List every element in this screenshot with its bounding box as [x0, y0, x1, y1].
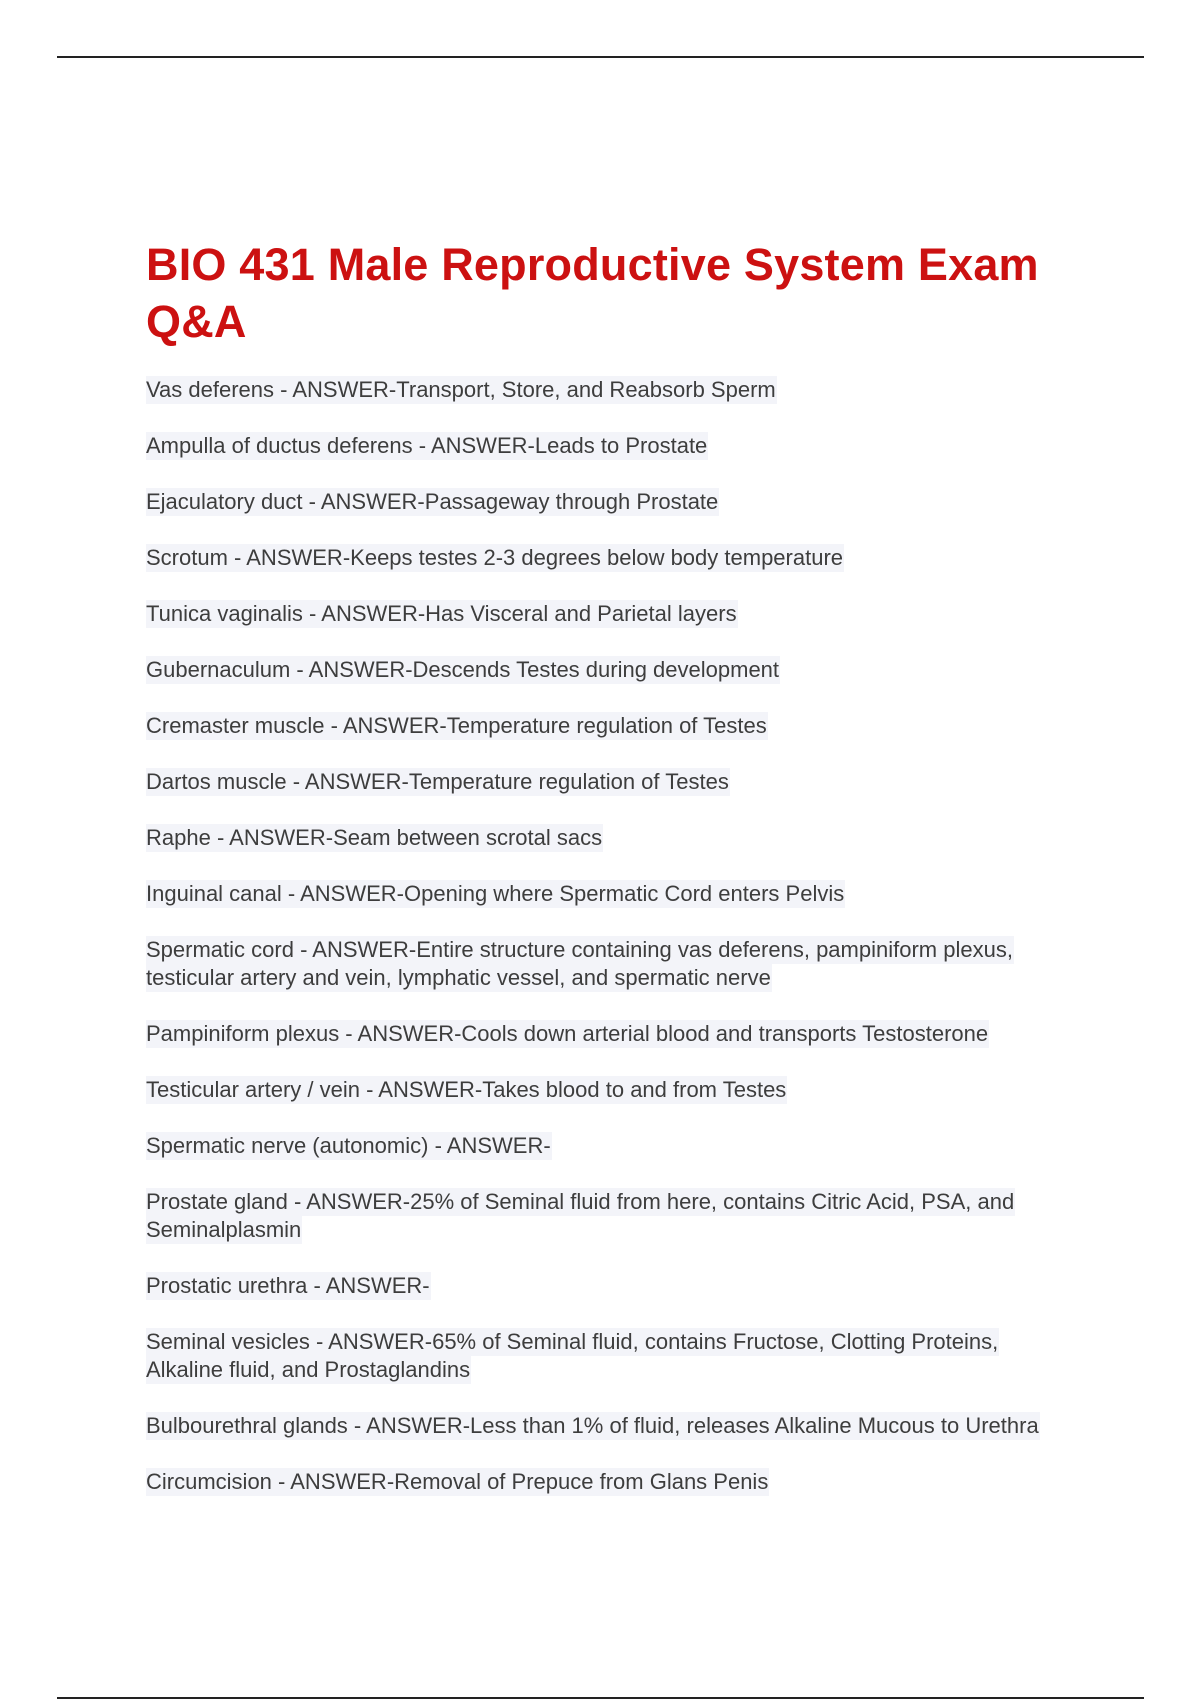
qa-item: [146, 1272, 1066, 1300]
qa-item: [146, 600, 1066, 628]
qa-term: Seminal vesicles: [146, 1329, 310, 1354]
qa-separator: - ANSWER-: [287, 1189, 411, 1214]
qa-term: Prostate gland: [146, 1189, 288, 1214]
qa-term: Spermatic nerve (autonomic): [146, 1133, 429, 1158]
qa-term: Bulbourethral glands: [146, 1413, 348, 1438]
qa-term: Gubernaculum: [146, 657, 291, 682]
qa-separator: - ANSWER-: [286, 769, 409, 794]
qa-answer: Cools down arterial blood and transports Testosterone: [461, 1021, 989, 1046]
qa-item: [146, 1188, 1066, 1244]
qa-term: Inguinal canal: [146, 881, 282, 906]
qa-separator: - ANSWER-: [339, 1021, 462, 1046]
qa-term: Raphe: [146, 825, 211, 850]
qa-term: Tunica vaginalis: [146, 601, 303, 626]
qa-answer: 25% of Seminal fluid from here, contains Citric Acid, PSA, and Seminalplasmin: [146, 1189, 1015, 1242]
qa-term: Cremaster muscle: [146, 713, 325, 738]
qa-item: [146, 768, 1066, 796]
qa-answer: 65% of Seminal fluid, contains Fructose, Clotting Proteins, Alkaline fluid, and Prostaglandins: [146, 1329, 999, 1382]
qa-item: [146, 376, 1066, 404]
qa-separator: - ANSWER-: [309, 1329, 433, 1354]
qa-separator: - ANSWER-: [293, 937, 417, 962]
qa-separator: - ANSWER-: [428, 1133, 551, 1158]
bottom-rule: [57, 1697, 1144, 1699]
qa-separator: - ANSWER-: [324, 713, 447, 738]
qa-answer: Opening where Spermatic Cord enters Pelvis: [404, 881, 845, 906]
qa-item: [146, 1468, 1066, 1496]
qa-separator: - ANSWER-: [347, 1413, 471, 1438]
qa-term: Scrotum: [146, 545, 228, 570]
document-title: BIO 431 Male Reproductive System Exam Q&A: [146, 239, 1039, 347]
qa-separator: - ANSWER-: [210, 825, 334, 850]
qa-term: Circumcision: [146, 1469, 272, 1494]
qa-item: [146, 1020, 1066, 1048]
qa-answer: Transport, Store, and Reabsorb Sperm: [396, 377, 776, 402]
qa-term: Ampulla of ductus deferens: [146, 433, 413, 458]
qa-separator: - ANSWER-: [281, 881, 405, 906]
qa-separator: - ANSWER-: [274, 377, 397, 402]
qa-answer: Less than 1% of fluid, releases Alkaline Mucous to Urethra: [470, 1413, 1039, 1438]
qa-separator: - ANSWER-: [307, 1273, 430, 1298]
qa-item: [146, 1328, 1066, 1384]
qa-separator: - ANSWER-: [302, 489, 425, 514]
qa-list: [146, 376, 1066, 1496]
qa-item: [146, 824, 1066, 852]
qa-separator: - ANSWER-: [290, 657, 413, 682]
top-rule: [57, 56, 1144, 58]
qa-answer: Takes blood to and from Testes: [482, 1077, 787, 1102]
qa-item: [146, 432, 1066, 460]
qa-separator: - ANSWER-: [359, 1077, 483, 1102]
qa-term: Testicular artery / vein: [146, 1077, 360, 1102]
qa-answer: Has Visceral and Parietal layers: [425, 601, 737, 626]
qa-answer: Removal of Prepuce from Glans Penis: [394, 1469, 769, 1494]
qa-answer: Descends Testes during development: [412, 657, 780, 682]
qa-answer: Entire structure containing vas deferens, pampiniform plexus, testicular artery and vein, lymphatic vessel, and spermatic nerve: [146, 937, 1013, 990]
qa-item: [146, 1412, 1066, 1440]
qa-term: Ejaculatory duct: [146, 489, 303, 514]
qa-separator: - ANSWER-: [412, 433, 535, 458]
qa-item: [146, 544, 1066, 572]
qa-separator: - ANSWER-: [302, 601, 426, 626]
qa-term: Prostatic urethra: [146, 1273, 308, 1298]
document-body: [146, 236, 1066, 1524]
qa-item: [146, 712, 1066, 740]
qa-item: [146, 1076, 1066, 1104]
qa-item: [146, 880, 1066, 908]
qa-term: Vas deferens: [146, 377, 275, 402]
qa-answer: Temperature regulation of Testes: [408, 769, 729, 794]
qa-term: Dartos muscle: [146, 769, 287, 794]
qa-answer: Keeps testes 2-3 degrees below body temperature: [350, 545, 844, 570]
qa-item: [146, 488, 1066, 516]
qa-term: Pampiniform plexus: [146, 1021, 340, 1046]
qa-answer: Passageway through Prostate: [424, 489, 719, 514]
qa-term: Spermatic cord: [146, 937, 294, 962]
qa-item: [146, 1132, 1066, 1160]
qa-separator: - ANSWER-: [227, 545, 351, 570]
qa-separator: - ANSWER-: [271, 1469, 395, 1494]
qa-item: [146, 936, 1066, 992]
qa-answer: Seam between scrotal sacs: [333, 825, 603, 850]
qa-answer: Temperature regulation of Testes: [446, 713, 767, 738]
qa-answer: Leads to Prostate: [534, 433, 708, 458]
qa-item: [146, 656, 1066, 684]
